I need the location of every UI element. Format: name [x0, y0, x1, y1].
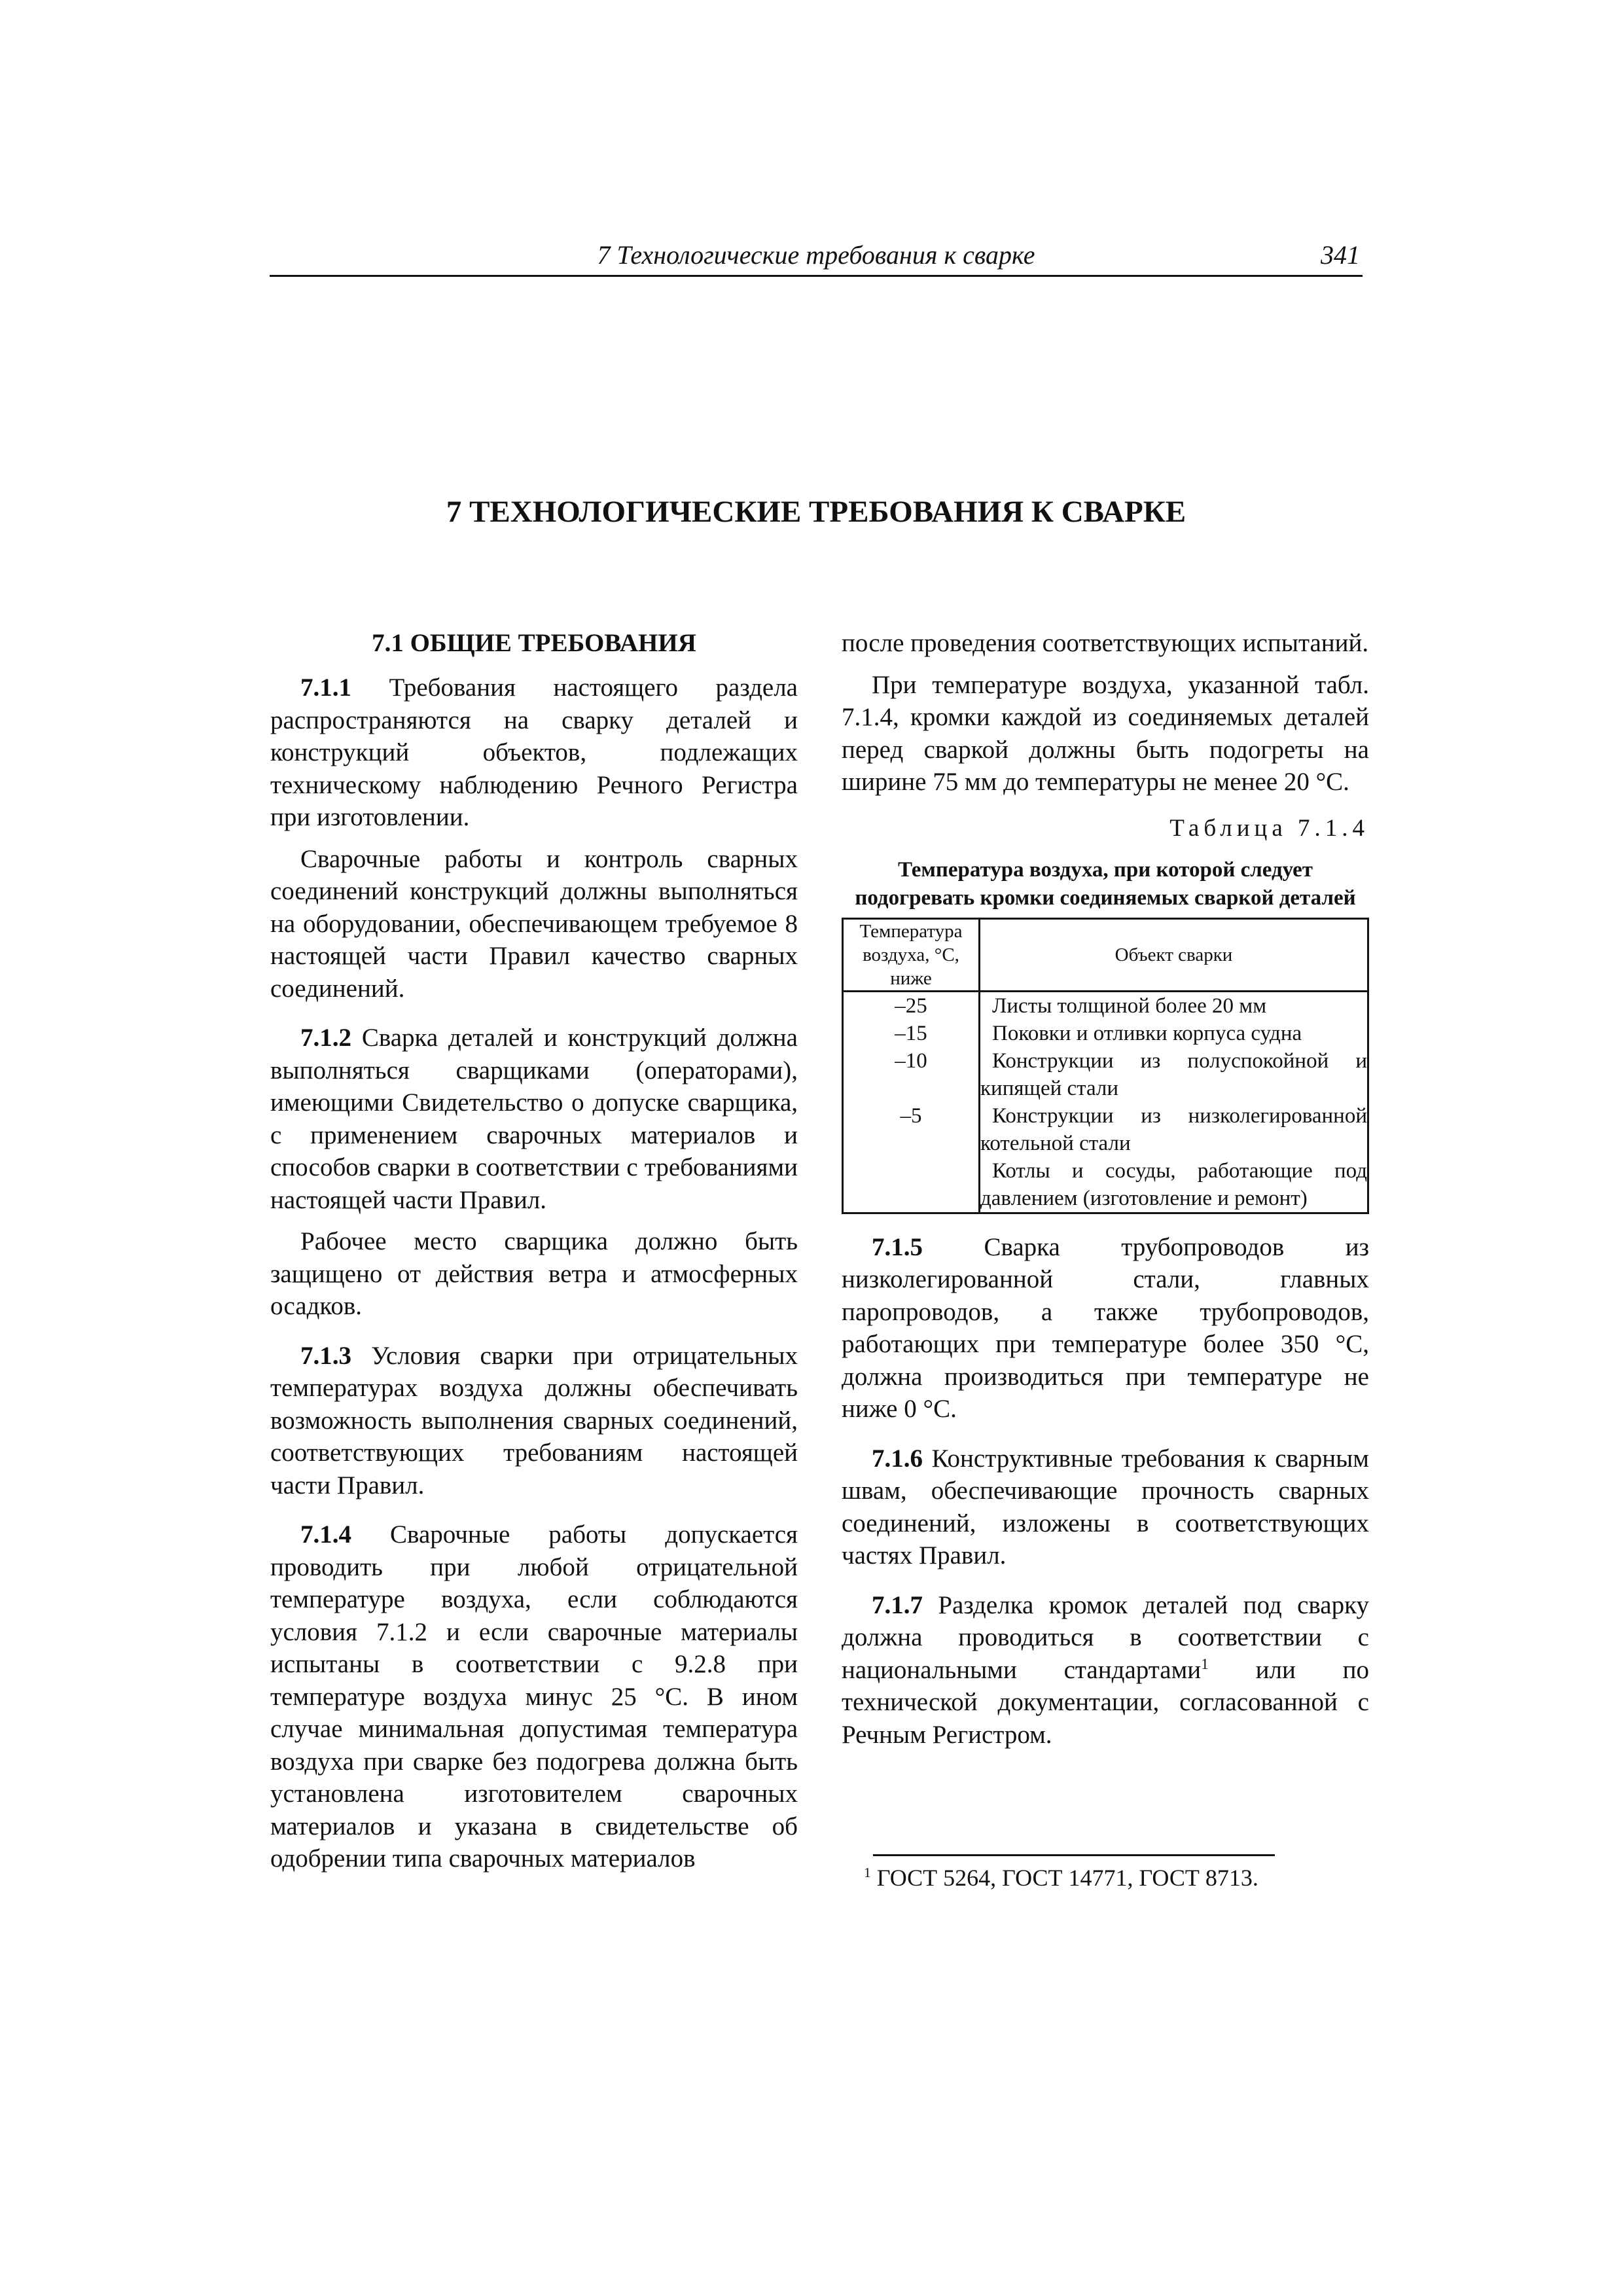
- footnote-text: ГОСТ 5264, ГОСТ 14771, ГОСТ 8713.: [870, 1865, 1258, 1891]
- table-label: Таблица 7.1.4: [1169, 814, 1369, 842]
- clause-text: Сварка деталей и конструкций должна выполняться сварщиками (операторами), имеющими Свидетельство о допуске сварщика, с применением сварочных материалов и способов сварки в соответствии с требованиями настоящей части Правил.: [270, 1024, 798, 1214]
- table-cell-temperature: –10: [843, 1047, 980, 1102]
- footnote: [864, 1863, 1258, 1893]
- table-cell-temperature: [843, 1157, 980, 1213]
- table-7-1-4: [842, 918, 1369, 1214]
- section-title: 7.1 ОБЩИЕ ТРЕБОВАНИЯ: [372, 629, 696, 657]
- clause-number: 7.1.7: [872, 1590, 923, 1619]
- clause-number: 7.1.4: [300, 1520, 351, 1549]
- clause-7-1-7: [842, 1589, 1369, 1751]
- paragraph: Сварочные работы и контроль сварных соединений конструкций должны выполняться на оборудовании, обеспечивающем требуемое 8 настоящей части Правил качество сварных соединений.: [270, 844, 798, 1003]
- clause-7-1-4: [270, 1518, 798, 1875]
- table-header-temperature: Температура воздуха, °С, ниже: [843, 918, 980, 991]
- clause-number: 7.1.3: [300, 1341, 351, 1370]
- clause-7-1-1: [270, 672, 798, 834]
- table-row: [843, 1157, 1368, 1213]
- clause-number: 7.1.2: [300, 1024, 351, 1052]
- clause-text: Требования настоящего раздела распространяются на сварку деталей и конструкций объектов, подлежащих техническому наблюдению Речного Регистра при изготовлении.: [270, 673, 798, 831]
- right-column: [842, 627, 1369, 1751]
- table-header-object: Объект сварки: [980, 918, 1368, 991]
- table-caption: Температура воздуха, при которой следует подогревать кромки соединяемых сваркой деталей: [855, 857, 1356, 910]
- table-row: [843, 1047, 1368, 1102]
- running-title: 7 Технологические требования к сварке: [597, 240, 1035, 270]
- clause-number: 7.1.5: [872, 1232, 923, 1261]
- table-cell-object: Листы толщиной более 20 мм: [980, 991, 1368, 1020]
- chapter-title: 7 ТЕХНОЛОГИЧЕСКИЕ ТРЕБОВАНИЯ К СВАРКЕ: [446, 495, 1186, 529]
- table-cell-object: Конструкции из низколегированной котельной стали: [980, 1102, 1368, 1157]
- clause-text: Конструктивные требования к сварным швам, обеспечивающие прочность сварных соединений, изложены в соответствующих частях Правил.: [842, 1444, 1369, 1570]
- clause-text: Сварочные работы допускается проводить при любой отрицательной температуре воздуха, если соблюдаются условия 7.1.2 и если сварочные материалы испытаны в соответствии с 9.2.8 при температуре воздуха минус 25 °С. В ином случае минимальная допустимая температура воздуха при сварке без подогрева должна быть установлена изготовителем сварочных материалов и указана в свидетельстве об одобрении типа сварочных материалов: [270, 1520, 798, 1873]
- footnote-divider: [873, 1854, 1275, 1856]
- paragraph: после проведения соответствующих испытаний.: [842, 629, 1369, 657]
- paragraph: Рабочее место сварщика должно быть защищено от действия ветра и атмосферных осадков.: [270, 1227, 798, 1320]
- page-number: 341: [1321, 240, 1360, 270]
- table-cell-temperature: –5: [843, 1102, 980, 1157]
- clause-number: 7.1.1: [300, 673, 351, 702]
- clause-text: или по технической документации, согласованной с Речным Регистром.: [842, 1655, 1369, 1749]
- table-cell-temperature: –15: [843, 1020, 980, 1047]
- table-cell-temperature: –25: [843, 991, 980, 1020]
- left-column: [270, 627, 798, 1875]
- table-cell-object: Котлы и сосуды, работающие под давлением (изготовление и ремонт): [980, 1157, 1368, 1213]
- paragraph: При температуре воздуха, указанной табл. 7.1.4, кромки каждой из соединяемых деталей перед сваркой должны быть подогреты на ширине 75 мм до температуры не менее 20 °С.: [842, 670, 1369, 796]
- table-row: [843, 991, 1368, 1020]
- clause-7-1-3: [270, 1340, 798, 1502]
- table-cell-object: Конструкции из полуспокойной и кипящей стали: [980, 1047, 1368, 1102]
- table-cell-object: Поковки и отливки корпуса судна: [980, 1020, 1368, 1047]
- running-header: [270, 238, 1363, 277]
- clause-7-1-2: [270, 1022, 798, 1216]
- clause-text: Условия сварки при отрицательных температурах воздуха должны обеспечивать возможность выполнения сварных соединений, соответствующих требованиям настоящей части Правил.: [270, 1341, 798, 1499]
- table-row: [843, 1020, 1368, 1047]
- clause-text: Разделка кромок деталей под сварку должна проводиться в соответствии с национальными стандартами: [842, 1590, 1369, 1684]
- clause-7-1-6: [842, 1443, 1369, 1572]
- footnote-reference[interactable]: 1: [1201, 1655, 1209, 1673]
- clause-text: Сварка трубопроводов из низколегированной стали, главных паропроводов, а также трубопроводов, работающих при температуре более 350 °С, должна производиться при температуре не ниже 0 °С.: [842, 1232, 1369, 1423]
- clause-7-1-5: [842, 1231, 1369, 1426]
- clause-number: 7.1.6: [872, 1444, 923, 1473]
- footnote-marker: 1: [864, 1865, 871, 1880]
- table-row: [843, 1102, 1368, 1157]
